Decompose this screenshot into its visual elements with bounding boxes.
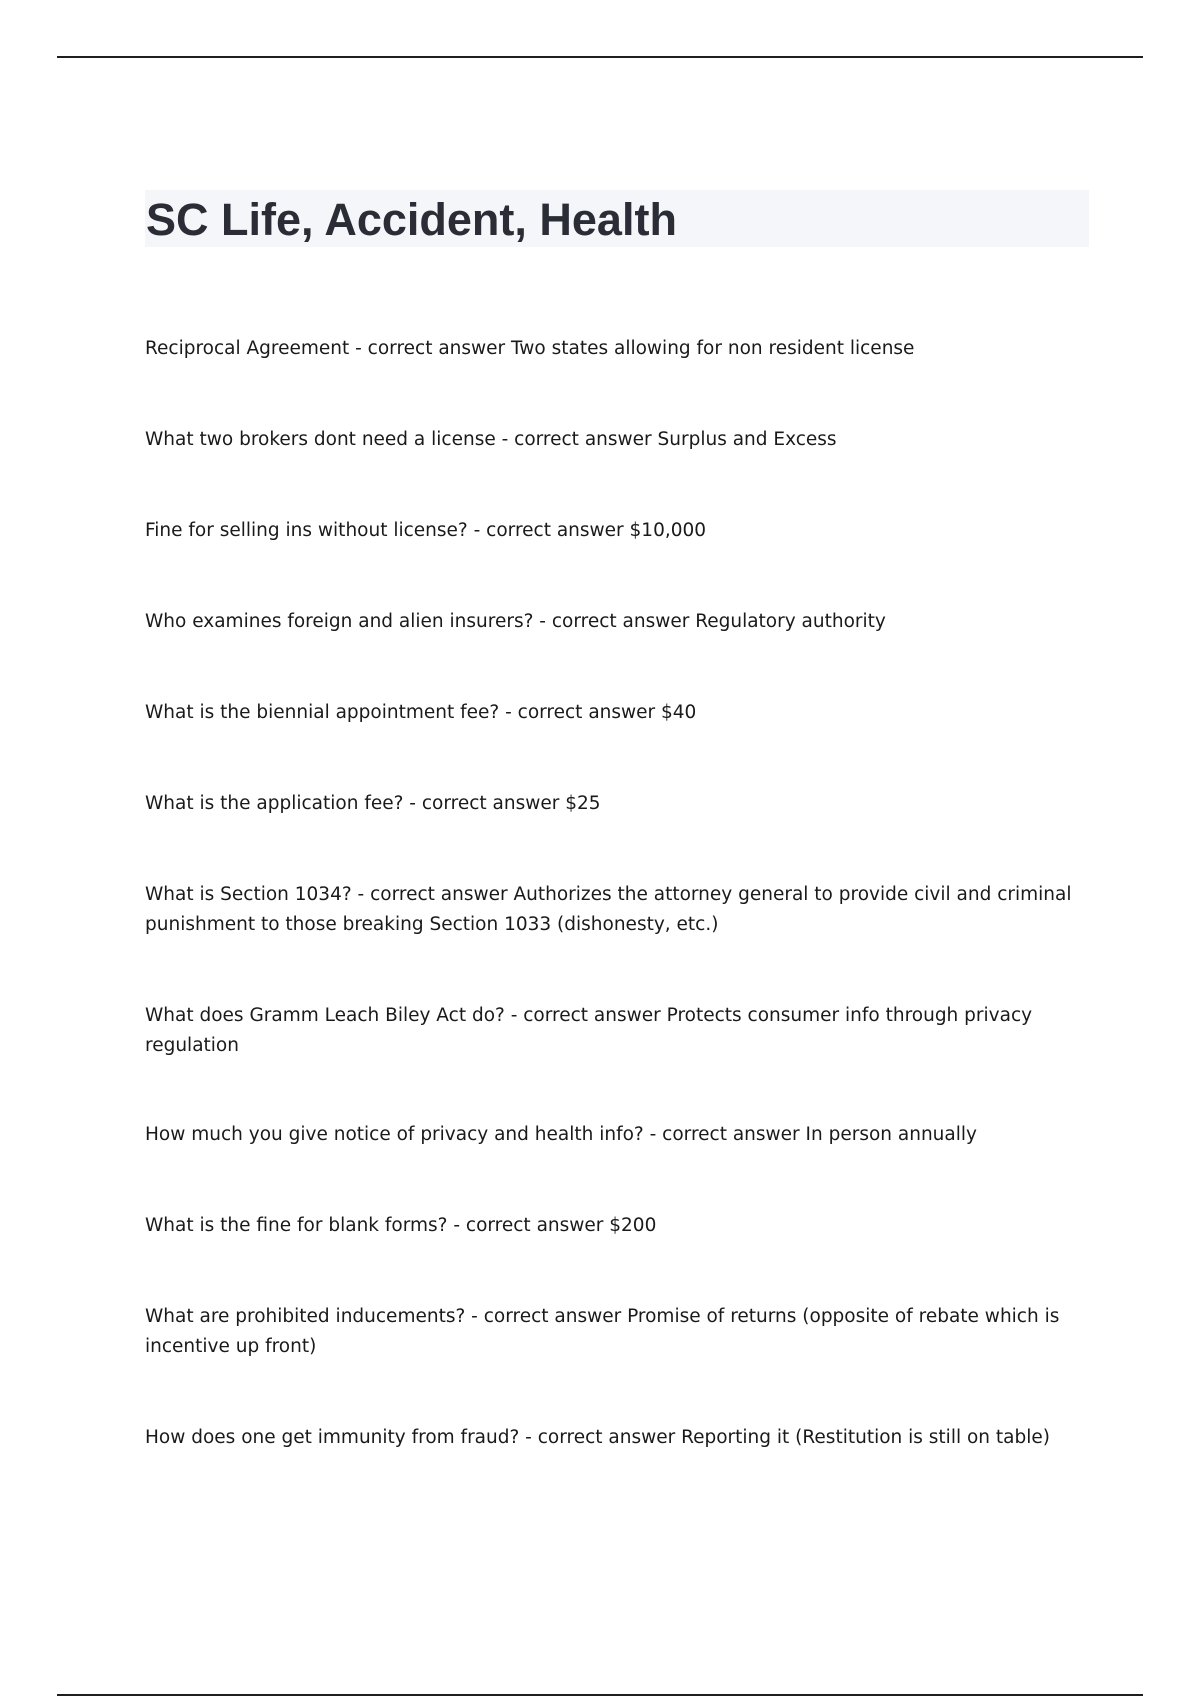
qa-item: Fine for selling ins without license? - correct answer $10,000 xyxy=(145,520,707,541)
qa-item: Reciprocal Agreement - correct answer Two states allowing for non resident license xyxy=(145,338,915,359)
qa-item: What two brokers dont need a license - correct answer Surplus and Excess xyxy=(145,429,837,450)
bottom-divider xyxy=(57,1694,1143,1696)
qa-item: What is the fine for blank forms? - correct answer $200 xyxy=(145,1215,657,1236)
qa-item: How much you give notice of privacy and health info? - correct answer In person annually xyxy=(145,1124,977,1145)
qa-item: What does Gramm Leach Biley Act do? - correct answer Protects consumer info through privacy regulation xyxy=(145,1005,1033,1056)
qa-item: Who examines foreign and alien insurers? - correct answer Regulatory authority xyxy=(145,611,886,632)
top-divider xyxy=(57,56,1143,58)
qa-item: What is the biennial appointment fee? - correct answer $40 xyxy=(145,702,697,723)
qa-item: What is Section 1034? - correct answer Authorizes the attorney general to provide civil and criminal punishment to those breaking Section 1033 (dishonesty, etc.) xyxy=(145,884,1072,935)
qa-item: How does one get immunity from fraud? - correct answer Reporting it (Restitution is still on table) xyxy=(145,1427,1050,1448)
document-title: SC Life, Accident, Health xyxy=(146,194,677,245)
qa-item: What is the application fee? - correct answer $25 xyxy=(145,793,601,814)
qa-item: What are prohibited inducements? - correct answer Promise of returns (opposite of rebate which is incentive up front) xyxy=(145,1306,1060,1357)
